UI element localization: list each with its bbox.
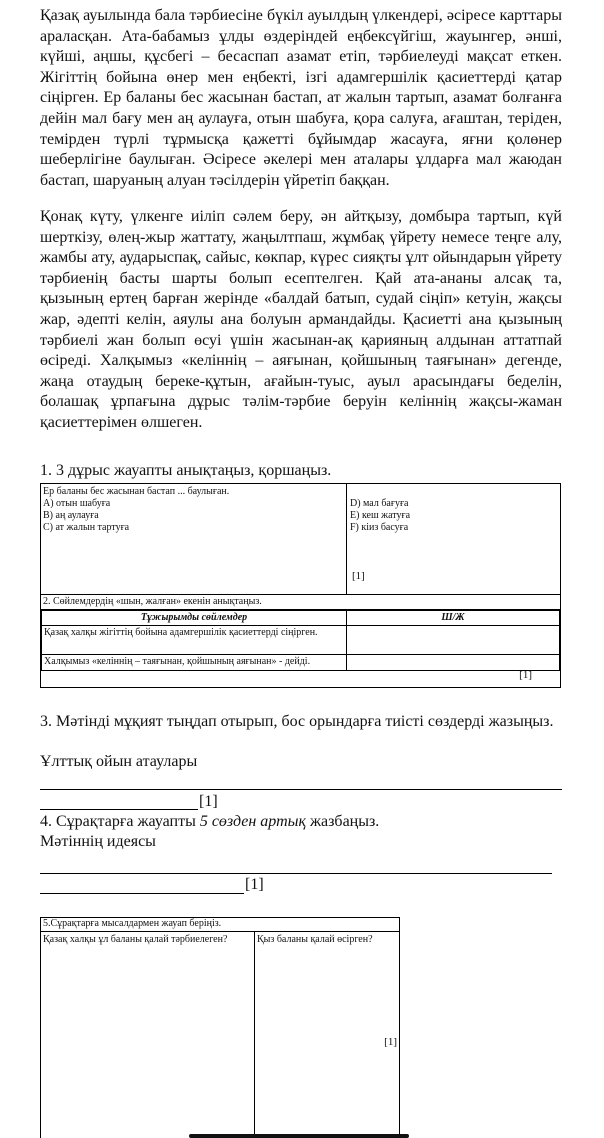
question-5-column-1-header: Қазақ халқы ұл баланы қалай тәрбиелеген? (43, 934, 228, 945)
question-4-title (40, 813, 379, 831)
table-row (42, 626, 560, 655)
option-f[interactable]: F) кіиз басуға (350, 522, 409, 533)
answer-header: Ш/Ж (347, 611, 560, 626)
question-4-subtitle: Мәтіннің идеясы (40, 833, 156, 850)
statement-2: Халқымыз «келіннің – таяғынан, қойшының аяғынан» - дейді. (42, 655, 347, 671)
column-divider (346, 484, 347, 594)
answer-line-3b[interactable] (40, 809, 198, 810)
question-2-mark: [1] (519, 669, 532, 681)
home-indicator-bar (189, 1134, 409, 1138)
column-divider (254, 932, 255, 1138)
question-2-area (41, 595, 560, 681)
text-paragraph-2: Қонақ күту, үлкенге иіліп сәлем беру, ән айтқызу, домбыра тартып, күй шерткізу, өлең-жыр жаттату, жаңылтпаш, жұмбақ үйрету немесе теңге алу, жамбы ату, аударыспақ, сайыс, көкпар, күрес сияқты ұлт ойындарын үйрету тәрбиенің басты шарты болып есептелген. Қай ата-ананы алсақ та, қызының ертең барған жерінде «балдай батып, судай сіңіп» кетуін, жақсы жар, әдепті келін, аяулы ана болуын армандайды. Қасиетті ана қызының тәрбиелі жан болып өсуі үшін жасынан-ақ қарияның алдынан аттатпай өсіреді. Халқымыз «келіннің – аяғынан, қойшының таяғынан» дегенде, жаңа отаудың береке-құтын, ағайын-туыс, ауыл арасындағы беделін, болашақ ұрпағына дұрыс тәлім-тәрбие беруін келіннің жақсы-жаман қасиеттерімен өлшеген. (40, 208, 562, 431)
question-1-area (41, 484, 560, 595)
question-1-mark: [1] (352, 570, 365, 582)
answer-line-4b[interactable] (40, 893, 244, 894)
question-2-title: 2. Сөйлемдердің «шын, жалған» екенін анықтаңыз. (41, 595, 560, 610)
option-a[interactable]: A) отын шабуға (43, 498, 111, 509)
option-c[interactable]: C) ат жалын тартуға (43, 522, 130, 533)
statements-header: Тұжырымды сөйлемдер (42, 611, 347, 626)
question-5-box (40, 917, 400, 1138)
answer-line-3a[interactable] (40, 789, 562, 790)
question-5-title: 5.Сұрақтарға мысалдармен жауап беріңіз. (41, 918, 399, 932)
question-4-mark: [1] (245, 876, 264, 893)
question-5-mark: [1] (384, 1036, 397, 1048)
option-d[interactable]: D) мал бағуға (350, 498, 409, 509)
question-1-left-column (43, 486, 343, 534)
answer-line-4a[interactable] (40, 873, 552, 874)
question-4-title-emphasis: 5 сөзден артық (199, 813, 306, 830)
question-1-right-column (350, 498, 550, 534)
question-3-subtitle: Ұлттық ойын атаулары (40, 753, 198, 770)
text-paragraph-1: Қазақ ауылында бала тәрбиесіне бүкіл ауылдың үлкендері, әсіресе карттары араласқан. Ата-бабамыз ұлды өздеріндей еңбексүйгіш, жауынгер, әнші, күйші, аңшы, құсбегі – бесаспап азамат етіп, тәрбиелеуді мақсат еткен. Жігіттің бойына өнер мен еңбекті, ізгі адамгершілік қасиеттерді қатар сіңірген. Ер баланы бес жасынан бастап, ат жалын тартып, азамат болғанға дейін мал бағу мен аң аулауға, отын шабуға, қора салуға, ағаштан, теріден, темірден түрлі тұрмысқа қажетті бұйымдар жасауға, яғни қолөнер шеберлігіне баулыған. Әсіресе әкелері мен аталары ұлдарға мал жаюдан бастап, шаруаның алуан тәсілдерін үйретіп баққан. (40, 7, 562, 189)
answer-cell-1[interactable] (347, 626, 560, 655)
true-false-table (41, 610, 560, 681)
question-3-title: 3. Мәтінді мұқият тыңдап отырып, бос орындарға тиісті сөздерді жазыңыз. (40, 713, 554, 730)
table-row (42, 655, 560, 671)
option-b[interactable]: B) аң аулауға (43, 510, 99, 521)
option-e[interactable]: E) кеш жатуға (350, 510, 411, 521)
question-5-column-2-header: Қыз баланы қалай өсірген? (257, 934, 373, 945)
statement-1: Қазақ халқы жігіттің бойына адамгершілік қасиеттерді сіңірген. (42, 626, 347, 655)
question-1-prompt: Ер баланы бес жасынан бастап ... баулыған. (43, 486, 230, 497)
question-1-title: 1. 3 дұрыс жауапты анықтаңыз, қоршаңыз. (40, 462, 332, 479)
question-1-2-box (40, 483, 561, 688)
question-3-mark: [1] (199, 793, 218, 810)
question-4-title-suffix: жазбаңыз. (305, 813, 380, 830)
question-4-title-prefix: 4. Сұрақтарға жауапты (40, 813, 200, 830)
